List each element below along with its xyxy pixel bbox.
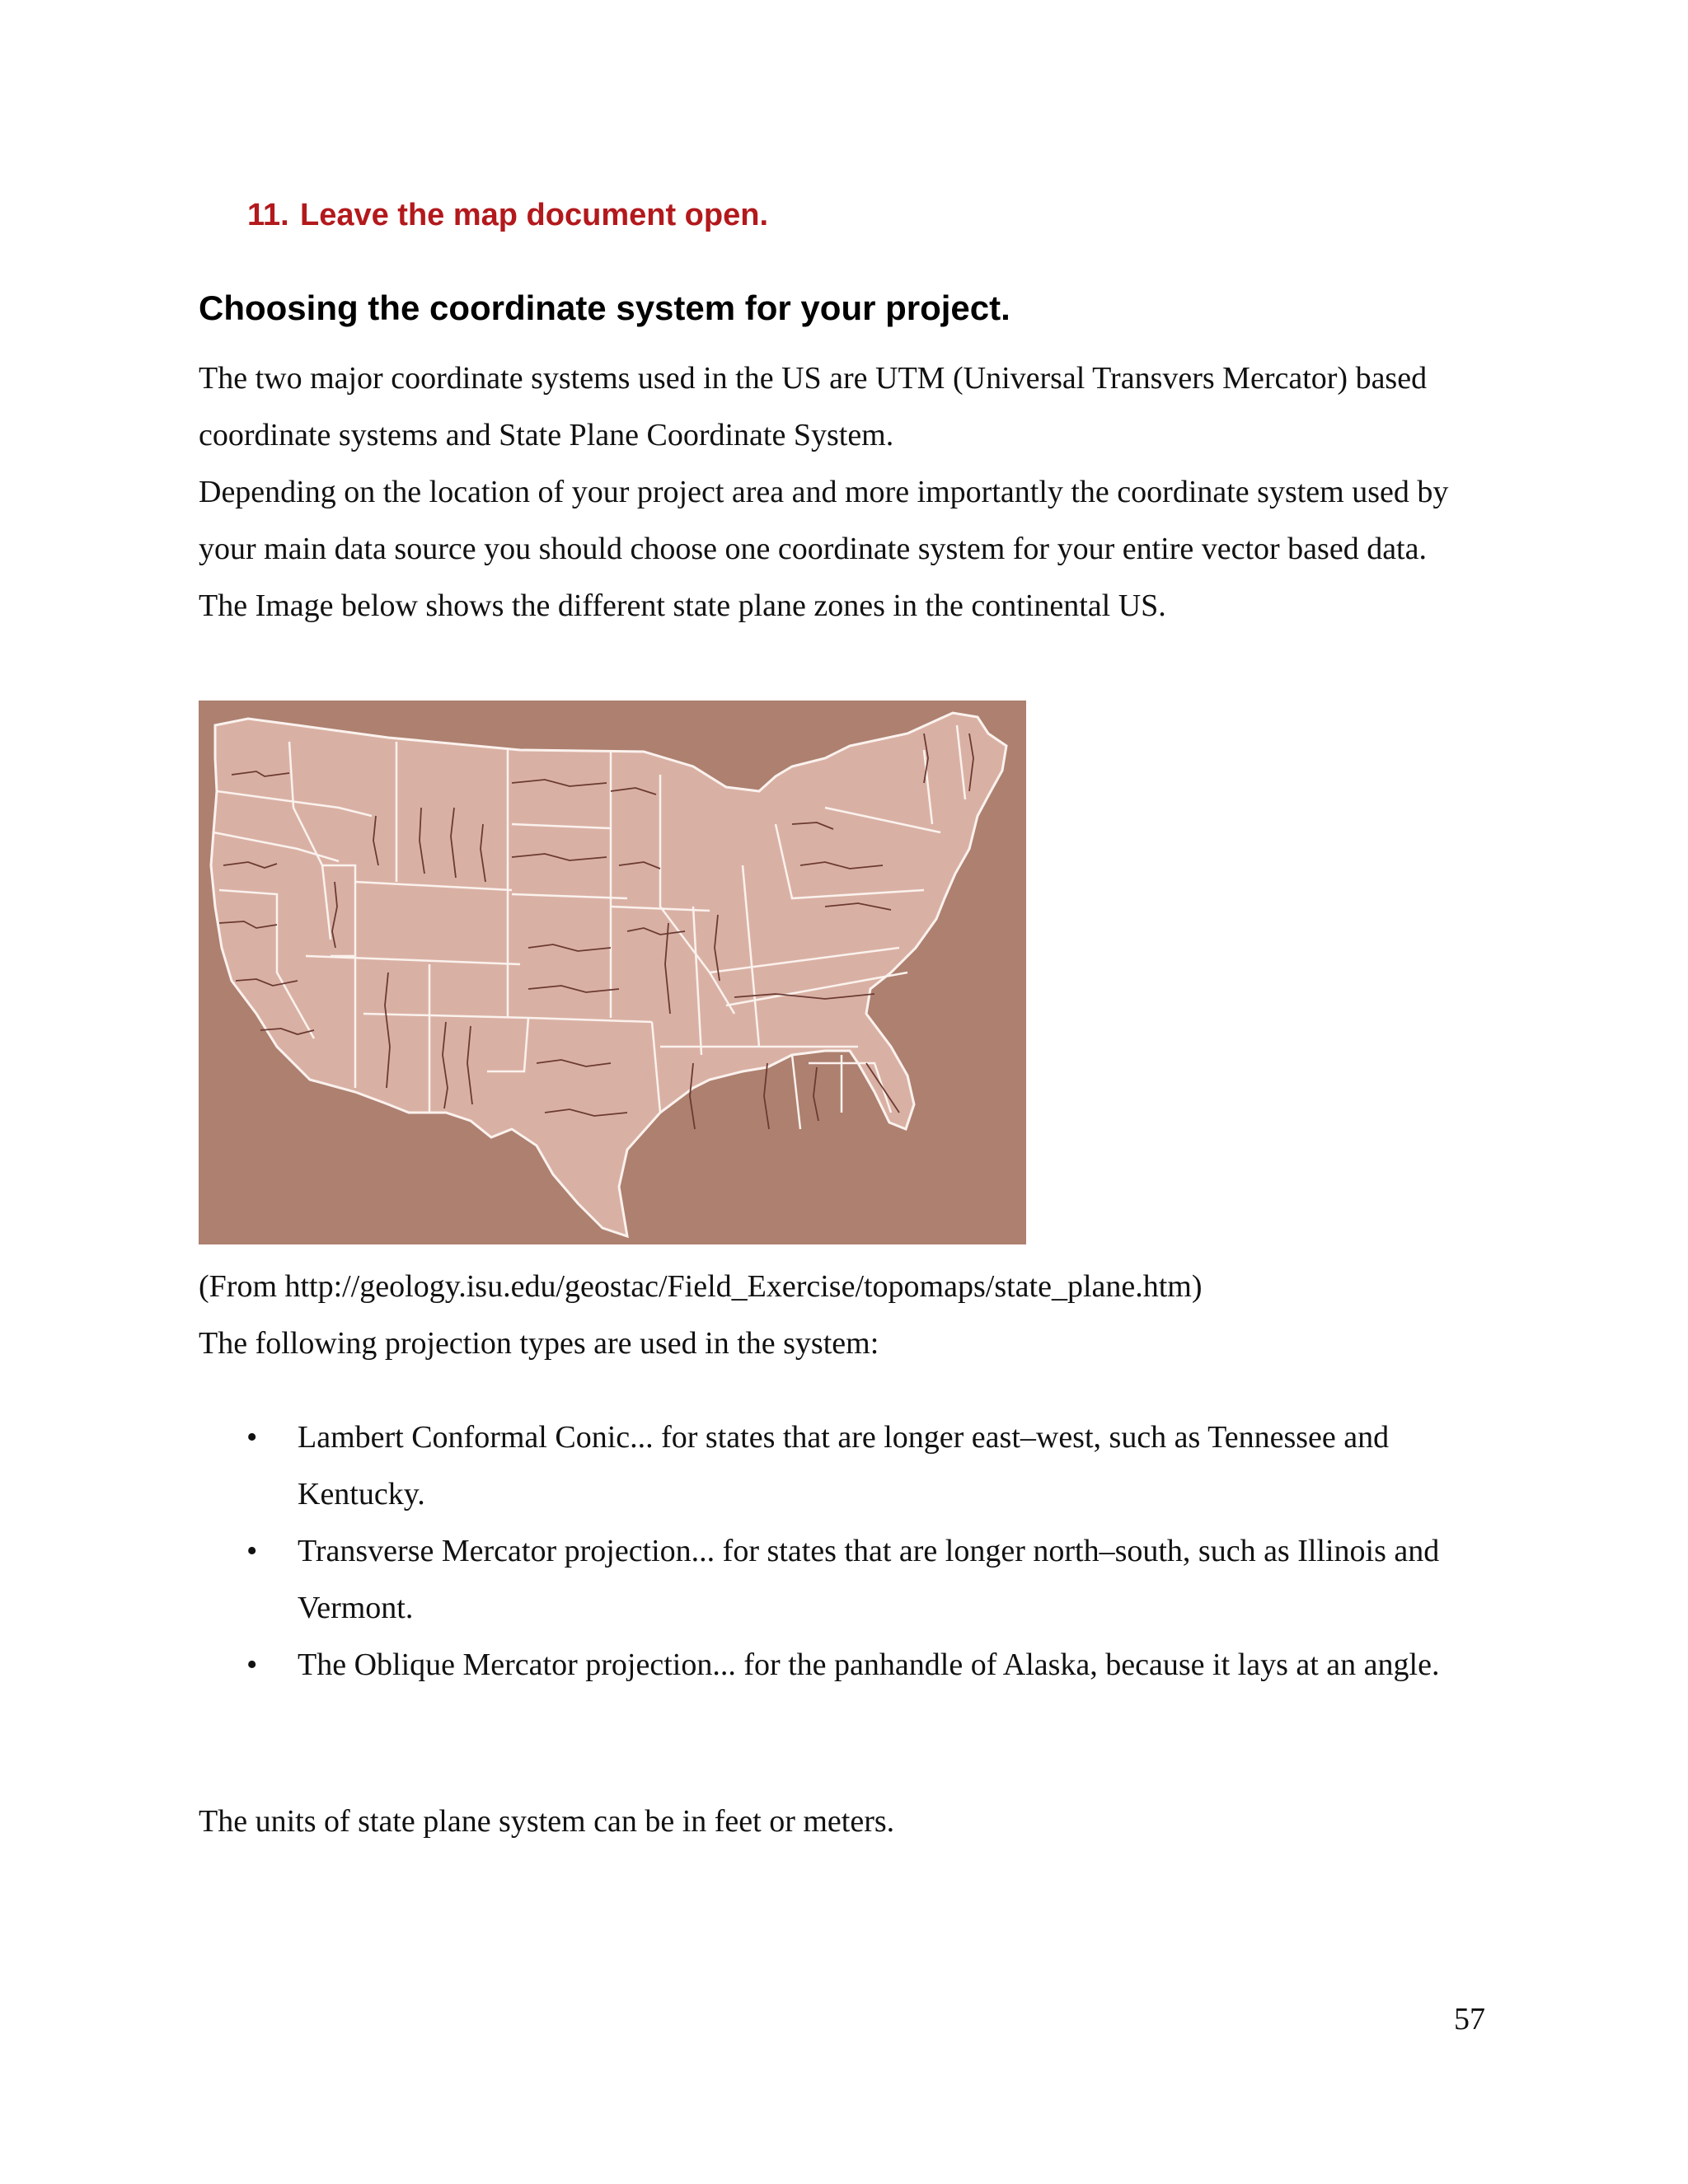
intro-paragraphs	[199, 350, 1509, 635]
bullet-text: Lambert Conformal Conic... for states that are longer east–west, such as Tennessee and Kentucky.	[298, 1420, 1390, 1511]
state-plane-zones-map	[199, 701, 1026, 1244]
step-item	[247, 198, 768, 233]
bullet-text: The Oblique Mercator projection... for the panhandle of Alaska, because it lays at an angle.	[298, 1647, 1440, 1682]
paragraph-image-intro: The Image below shows the different state plane zones in the continental US.	[199, 588, 1166, 623]
image-source-caption: (From http://geology.isu.edu/geostac/Field_Exercise/topomaps/state_plane.htm)	[199, 1269, 1203, 1304]
list-item	[199, 1523, 1509, 1637]
bullet-icon: •	[246, 1647, 258, 1682]
list-item	[199, 1409, 1509, 1523]
paragraph-choose-system: Depending on the location of your project area and more importantly the coordinate system used by your main data source you should choose one coordinate system for your entire vector based data.	[199, 475, 1449, 566]
step-text: Leave the map document open.	[300, 198, 768, 232]
step-number: 11.	[247, 198, 289, 232]
section-heading: Choosing the coordinate system for your project.	[199, 288, 1010, 327]
list-item	[199, 1637, 1509, 1694]
us-map-svg	[199, 701, 1026, 1244]
projection-types-list	[199, 1409, 1509, 1694]
paragraph-utm-state-plane: The two major coordinate systems used in the US are UTM (Universal Transvers Mercator) based coordinate systems and State Plane Coordinate System.	[199, 361, 1428, 452]
page-number: 57	[1454, 2002, 1485, 2036]
bullet-icon: •	[246, 1420, 258, 1455]
units-note: The units of state plane system can be in feet or meters.	[199, 1804, 895, 1839]
bullet-text: Transverse Mercator projection... for states that are longer north–south, such as Illinois and Vermont.	[298, 1534, 1440, 1625]
caption-block	[199, 1258, 1509, 1372]
bullet-icon: •	[246, 1534, 258, 1568]
list-intro: The following projection types are used in the system:	[199, 1326, 879, 1361]
